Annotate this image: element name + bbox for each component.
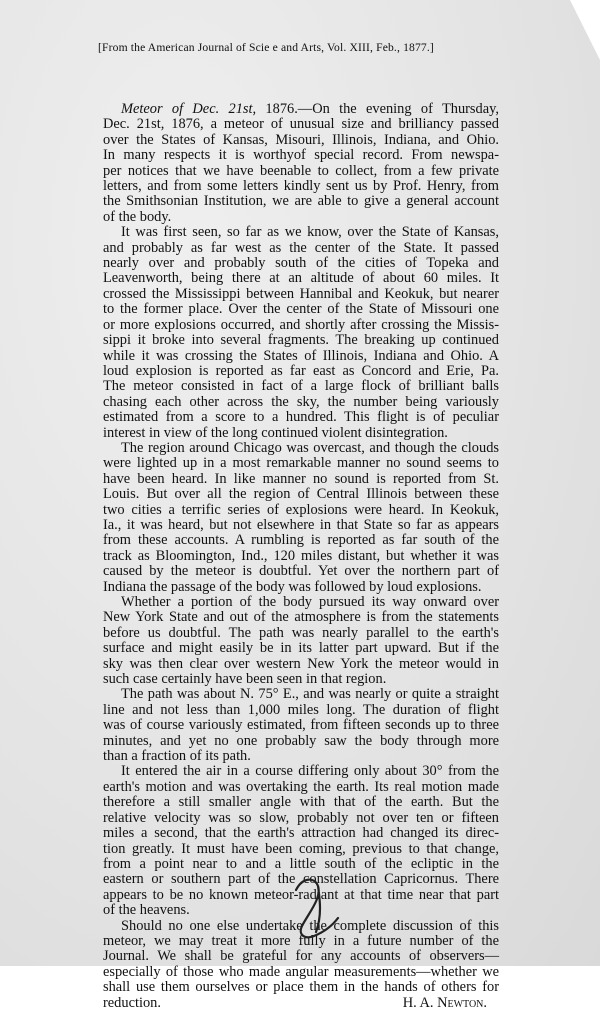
torn-corner <box>570 0 600 60</box>
text-line: caused by the meteor is doubtful. Yet over the northern part of <box>103 563 499 580</box>
text-line: over the States of Kansas, Misouri, Illinois, Indiana, and Ohio. <box>103 131 499 148</box>
paragraph-1 <box>103 102 499 225</box>
text-line: sky was then clear over western New York the meteor would in <box>103 655 499 672</box>
text-line: Meteor of Dec. 21st, 1876.—On the evening of Thursday, <box>121 101 499 117</box>
text-line: meteor, we may treat it more fully in a future number of the <box>103 932 499 949</box>
article-title: Meteor of Dec. 21st, <box>121 101 257 117</box>
text-line: of the heavens. <box>103 902 190 919</box>
text-line: before us doubtful. The path was nearly parallel to the earth's <box>103 624 499 641</box>
text-line: from a point near to and a little south of the ecliptic in the <box>103 855 499 872</box>
text-line: estimated from a score to a hundred. This flight is of peculiar <box>103 409 499 426</box>
text-line: letters, and from some letters kindly sent us by Prof. Henry, from <box>103 178 499 195</box>
text-line: Indiana the passage of the body was followed by loud explosions. <box>103 578 482 595</box>
text-line: chasing each other across the sky, the number being variously <box>103 393 499 410</box>
text-line: have been heard. In like manner no sound is reported from St. <box>103 470 499 487</box>
text-line: or more explosions occurred, and shortly after crossing the Missis- <box>103 316 499 333</box>
text-line: Dec. 21st, 1876, a meteor of unusual size and brilliancy passed <box>103 116 499 133</box>
text-line: relative velocity was so slow, probably not over ten or fifteen <box>103 809 499 826</box>
paragraph-4 <box>103 595 499 687</box>
text-line: interest in view of the long continued violent disintegration. <box>103 424 448 441</box>
text-line: Journal. We shall be grateful for any accounts of observers— <box>103 948 499 965</box>
text-line: especially of those who made angular measurements—whether we <box>103 963 499 980</box>
text-line: The meteor consisted in fact of a large flock of brilliant balls <box>103 378 499 395</box>
text-line: of the body. <box>103 208 172 225</box>
text-line: sippi it broke into several fragments. The breaking up continued <box>103 332 499 349</box>
text-line: crossed the Mississippi between Hannibal and Keokuk, but nearer <box>103 285 499 302</box>
text-line: such case certainly have been seen in that region. <box>103 671 387 688</box>
text-line: Louis. But over all the region of Central Illinois between these <box>103 486 499 503</box>
text-line: appears to be no known meteor-radiant at that time near that part <box>103 886 499 903</box>
paragraph-3 <box>103 441 499 595</box>
text-line: Ia., it was heard, but not elsewhere in that State so far as appears <box>103 516 499 533</box>
text-line: eastern or southern part of the constellation Capricornus. There <box>103 871 499 888</box>
text-line: nearly over and probably south of the cities of Topeka and <box>103 255 499 272</box>
closing-word: reduction. <box>103 994 161 1011</box>
text-line: were lighted up in a most remarkable manner no sound seems to <box>103 455 499 472</box>
text-line: than a fraction of its path. <box>103 748 251 765</box>
text-line: earth's motion and was overtaking the earth. Its real motion made <box>103 778 499 795</box>
text-line: line and not less than 1,000 miles long. The duration of flight <box>103 701 499 718</box>
text-line: Should no one else undertake the complete discussion of this <box>121 917 499 934</box>
closing-line <box>103 996 499 1011</box>
text-line: therefore a still smaller angle with that of the earth. But the <box>103 794 499 811</box>
text-line: tion greatly. It must have been coming, previous to that change, <box>103 840 499 857</box>
text-line: loud explosion is reported as far east as Concord and Erie, Pa. <box>103 362 499 379</box>
text-line: the Smithsonian Institution, we are able to give a general account <box>103 193 499 210</box>
text-line: two cities a terrific series of explosions were heard. In Keokuk, <box>103 501 499 518</box>
handwritten-signature <box>288 870 358 950</box>
paragraph-5 <box>103 687 499 764</box>
text-line: Leavenworth, being there at an altitude of about 60 miles. It <box>103 270 499 287</box>
text-line: minutes, and yet no one probably saw the body through more <box>103 732 499 749</box>
text-line: per notices that we have beenable to collect, from a few private <box>103 162 499 179</box>
text-line: It entered the air in a course differing only about 30° from the <box>121 763 499 780</box>
text-line: The region around Chicago was overcast, and though the clouds <box>121 439 499 456</box>
text-line: while it was crossing the States of Illinois, Indiana and Ohio. A <box>103 347 499 364</box>
author-name: H. A. Newton. <box>402 994 487 1011</box>
paragraph-2 <box>103 225 499 441</box>
text-line: was of course variously estimated, from fifteen seconds up to three <box>103 717 499 734</box>
text-line: from these accounts. A rumbling is reported as far south of the <box>103 532 499 549</box>
text-line: track as Bloomington, Ind., 120 miles distant, but whether it was <box>103 547 499 564</box>
text-line: and probably as far west as the center of the State. It passed <box>103 239 499 256</box>
text-line: shall use them ourselves or place them in the hands of others for <box>103 979 499 996</box>
text-line: New York State and out of the atmosphere is from the statements <box>103 609 499 626</box>
text-line: miles a second, that the earth's attraction had changed its direc- <box>103 825 499 842</box>
text-line: surface and might easily be in its latter part upward. But if the <box>103 640 499 657</box>
text-line: In many respects it is worthyof special record. From newspa- <box>103 147 499 164</box>
text-line: It was first seen, so far as we know, over the State of Kansas, <box>121 224 499 241</box>
text-line: to the former place. Over the center of the State of Missouri one <box>103 301 499 318</box>
text-line: Whether a portion of the body pursued its way onward over <box>121 594 499 610</box>
text-line: The path was about N. 75° E., and was nearly or quite a straight <box>121 686 499 703</box>
journal-header: [From the American Journal of Scie e and Arts, Vol. XIII, Feb., 1877.] <box>98 41 434 54</box>
